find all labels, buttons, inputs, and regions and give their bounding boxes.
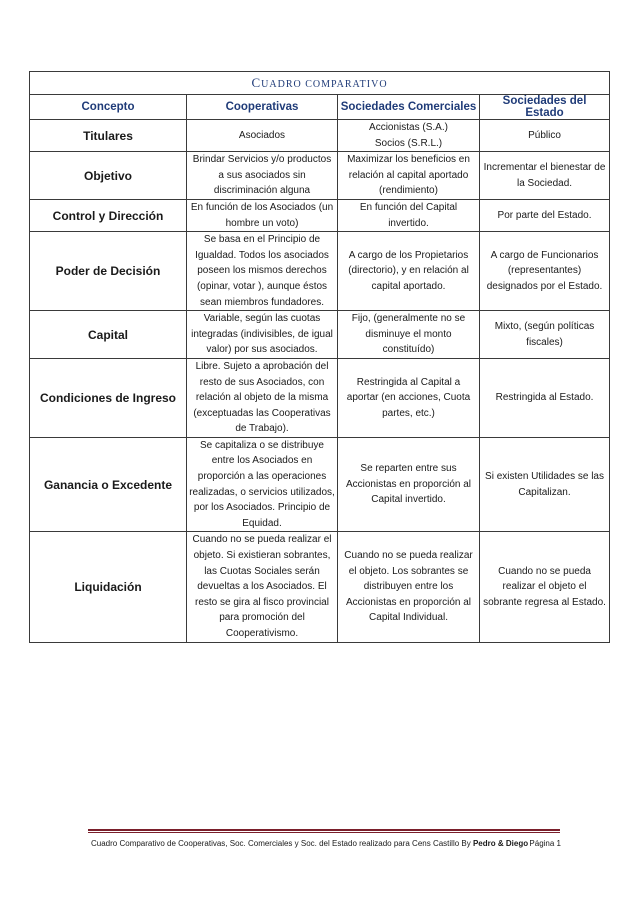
table-row <box>30 199 610 231</box>
cell-cooperativas: Cuando no se pueda realizar el objeto. Si existieran sobrantes, las Cuotas Sociales serán devueltas a los Asociados. El resto se gira al fisco provincial para promoción del Cooperativismo. <box>187 532 338 642</box>
cell-cooperativas: Libre. Sujeto a aprobación del resto de sus Asociados, con relación al objeto de la misma (exceptuadas las Cooperativas de Trabajo). <box>187 358 338 437</box>
row-concept: Condiciones de Ingreso <box>30 358 187 437</box>
cell-cooperativas: Se basa en el Principio de Igualdad. Todos los asociados poseen los mismos derechos (opinar, votar ), aunque éstos sean miembros fundadores. <box>187 232 338 311</box>
comparison-sheet <box>29 71 609 643</box>
cell-sociedades-estado: Incrementar el bienestar de la Sociedad. <box>480 152 610 200</box>
cell-cooperativas: Asociados <box>187 120 338 152</box>
cell-sociedades-estado: Restringida al Estado. <box>480 358 610 437</box>
cell-sociedades-estado: Cuando no se pueda realizar el objeto el sobrante regresa al Estado. <box>480 532 610 642</box>
header-row <box>30 95 610 120</box>
footer-authors: Pedro & Diego <box>472 839 529 848</box>
table-row <box>30 232 610 311</box>
cell-sociedades-estado: A cargo de Funcionarios (representantes) designados por el Estado. <box>480 232 610 311</box>
table-row <box>30 437 610 532</box>
header-sociedades-comerciales: Sociedades Comerciales <box>338 95 480 120</box>
row-concept: Ganancia o Excedente <box>30 437 187 532</box>
footer-rule-thin <box>88 832 560 833</box>
cell-cooperativas: Se capitaliza o se distribuye entre los Asociados en proporción a las operaciones realizadas, o servicios utilizados, por los Asociados. Principio de Equidad. <box>187 437 338 532</box>
cell-sociedades-comerciales: Fijo, (generalmente no se disminuye el monto constituído) <box>338 311 480 359</box>
header-concepto: Concepto <box>30 95 187 120</box>
row-concept: Poder de Decisión <box>30 232 187 311</box>
cell-sociedades-comerciales: Cuando no se pueda realizar el objeto. Los sobrantes se distribuyen entre los Accionistas en proporción al Capital Individual. <box>338 532 480 642</box>
row-concept: Control y Dirección <box>30 199 187 231</box>
header-sociedades-estado: Sociedades del Estado <box>480 95 610 120</box>
cell-sociedades-comerciales: Accionistas (S.A.) Socios (S.R.L.) <box>338 120 480 152</box>
cell-sociedades-estado: Público <box>480 120 610 152</box>
table-title <box>30 72 610 95</box>
cell-sociedades-comerciales: Se reparten entre sus Accionistas en proporción al Capital invertido. <box>338 437 480 532</box>
row-concept: Capital <box>30 311 187 359</box>
table-row <box>30 311 610 359</box>
table-row <box>30 152 610 200</box>
table-row <box>30 120 610 152</box>
cell-cooperativas: Brindar Servicios y/o productos a sus asociados sin discriminación alguna <box>187 152 338 200</box>
cell-cooperativas: En función de los Asociados (un hombre un voto) <box>187 199 338 231</box>
footer-text: Cuadro Comparativo de Cooperativas, Soc. Comerciales y Soc. del Estado realizado para Cens Castillo By <box>91 839 473 848</box>
page-footer <box>91 839 561 848</box>
page-number: Página 1 <box>529 839 561 848</box>
cell-sociedades-estado: Si existen Utilidades se las Capitalizan. <box>480 437 610 532</box>
comparison-table <box>29 71 610 643</box>
row-concept: Titulares <box>30 120 187 152</box>
table-row <box>30 532 610 642</box>
cell-sociedades-comerciales: Maximizar los beneficios en relación al capital aportado (rendimiento) <box>338 152 480 200</box>
row-concept: Objetivo <box>30 152 187 200</box>
footer-rule <box>88 829 560 831</box>
cell-sociedades-estado: Por parte del Estado. <box>480 199 610 231</box>
header-cooperativas: Cooperativas <box>187 95 338 120</box>
table-row <box>30 358 610 437</box>
table-title-initial: C <box>251 75 262 90</box>
cell-sociedades-comerciales: Restringida al Capital a aportar (en acciones, Cuota partes, etc.) <box>338 358 480 437</box>
row-concept: Liquidación <box>30 532 187 642</box>
cell-cooperativas: Variable, según las cuotas integradas (indivisibles, de igual valor) por sus asociados. <box>187 311 338 359</box>
table-title-rest: UADRO COMPARATIVO <box>261 79 388 90</box>
cell-sociedades-comerciales: En función del Capital invertido. <box>338 199 480 231</box>
cell-sociedades-estado: Mixto, (según políticas fiscales) <box>480 311 610 359</box>
cell-sociedades-comerciales: A cargo de los Propietarios (directorio), y en relación al capital aportado. <box>338 232 480 311</box>
